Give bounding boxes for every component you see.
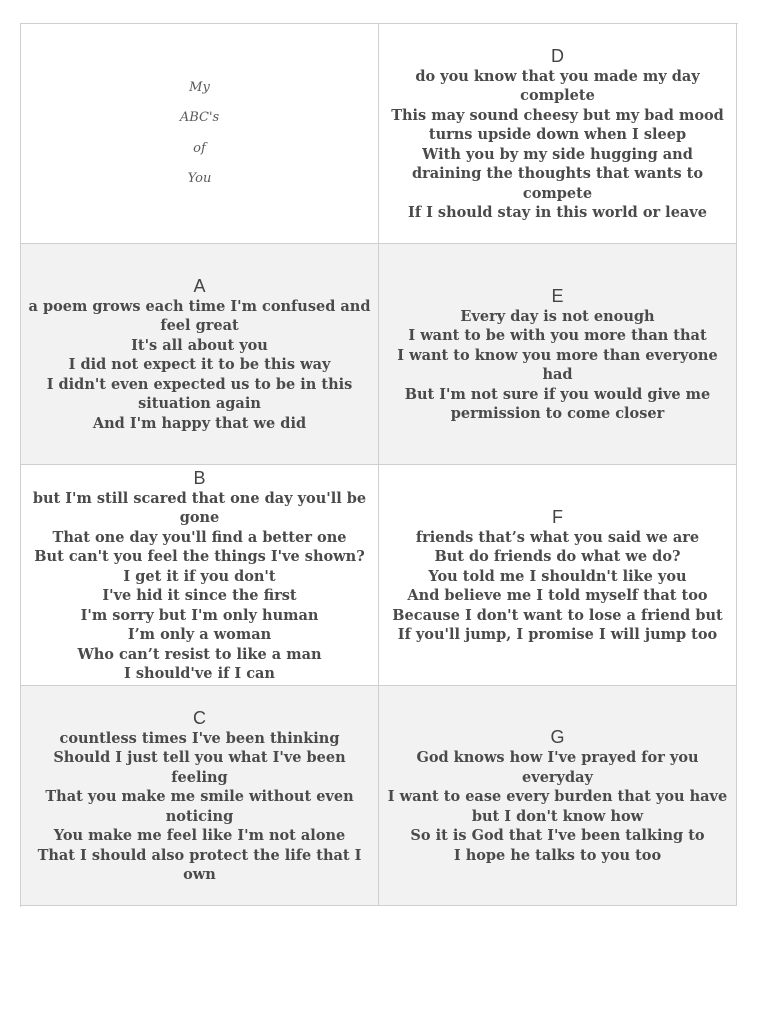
stanza-e-letter: E	[551, 285, 564, 306]
stanza-e-lines	[385, 307, 730, 424]
poem-title	[180, 73, 219, 195]
poem-line: But do friends do what we do?	[434, 548, 681, 565]
poem-line: I want to know you more than everyone had	[397, 346, 718, 383]
stanza-d-letter: D	[551, 45, 564, 66]
stanza-g-lines	[385, 748, 730, 865]
stanza-b-cell	[21, 465, 379, 686]
poem-line: Because I don't want to lose a friend but If you'll jump, I promise I will jump too	[392, 606, 723, 643]
poem-line: And believe me I told myself that too	[407, 587, 708, 604]
stanza-c-lines	[27, 729, 372, 885]
poem-line: That I should also protect the life that I own	[37, 846, 362, 883]
poem-line: If I should stay in this world or leave	[408, 204, 707, 221]
poem-line: I'm sorry but I'm only human	[80, 606, 319, 624]
poem-line: And I'm happy that we did	[92, 414, 307, 432]
poem-line: a poem grows each time I'm confused and feel great	[28, 297, 371, 335]
title-line: of	[193, 140, 206, 156]
poem-line: That you make me smile without even noticing	[45, 788, 354, 825]
poem-line: Every day is not enough	[460, 307, 655, 325]
poem-line: God knows how I've prayed for you everyday	[416, 749, 699, 786]
poem-line: but I'm still scared that one day you'll be gone	[32, 489, 367, 526]
title-line: You	[187, 171, 212, 186]
poem-line: I get it if you don't	[123, 567, 276, 585]
stanza-b-lines	[27, 489, 372, 684]
title-line: ABC's	[179, 110, 220, 125]
poem-line: I want to be with you more than that	[408, 327, 707, 344]
stanza-a-lines	[27, 297, 372, 434]
stanza-d-cell	[379, 24, 737, 244]
poem-line: countless times I've been thinking	[59, 729, 340, 747]
poem-line: It's all about you	[131, 336, 268, 354]
poem-line: You told me I shouldn't like you	[428, 567, 687, 585]
poem-line: friends that’s what you said we are	[415, 528, 700, 546]
title-line: My	[189, 79, 210, 95]
poem-line: But I'm not sure if you would give me permission to come closer	[404, 385, 711, 422]
poem-line: Should I just tell you what I've been feeling	[53, 749, 346, 786]
poem-line: I didn't even expected us to be in this situation again	[46, 375, 353, 413]
poem-line: That one day you'll find a better one	[52, 528, 347, 546]
poem-line: You make me feel like I'm not alone	[53, 827, 346, 844]
stanza-f-lines	[385, 528, 730, 645]
poem-line: Who can’t resist to like a man	[77, 645, 322, 663]
stanza-f-letter: F	[552, 506, 563, 527]
poem-line: With you by my side hugging and draining the thoughts that wants to compete	[411, 145, 704, 202]
poem-line: I hope he talks to you too	[453, 846, 662, 864]
stanza-c-letter: C	[193, 707, 206, 728]
stanza-b-letter: B	[193, 467, 206, 488]
stanza-c-cell	[21, 686, 379, 906]
stanza-d-lines	[385, 67, 730, 223]
poem-line: do you know that you made my day complete	[415, 67, 700, 104]
stanza-g-letter: G	[550, 727, 565, 747]
stanza-e-cell	[379, 244, 737, 465]
stanza-g-cell	[379, 686, 737, 906]
poem-line: I want to ease every burden that you have but I don't know how	[387, 788, 728, 825]
stanza-a-letter: A	[193, 275, 206, 296]
poem-line: I've hid it since the first	[102, 587, 297, 604]
poem-line: But can't you feel the things I've shown?	[34, 548, 365, 565]
title-cell	[21, 24, 379, 244]
poem-line: I did not expect it to be this way	[68, 356, 331, 374]
poem-line: This may sound cheesy but my bad mood turns upside down when I sleep	[391, 106, 724, 143]
poem-line: I should've if I can	[124, 665, 275, 682]
poem-line: I’m only a woman	[127, 626, 272, 643]
poem-table	[20, 23, 738, 907]
stanza-a-cell	[21, 244, 379, 465]
poem-line: So it is God that I've been talking to	[410, 827, 705, 844]
stanza-f-cell	[379, 465, 737, 686]
